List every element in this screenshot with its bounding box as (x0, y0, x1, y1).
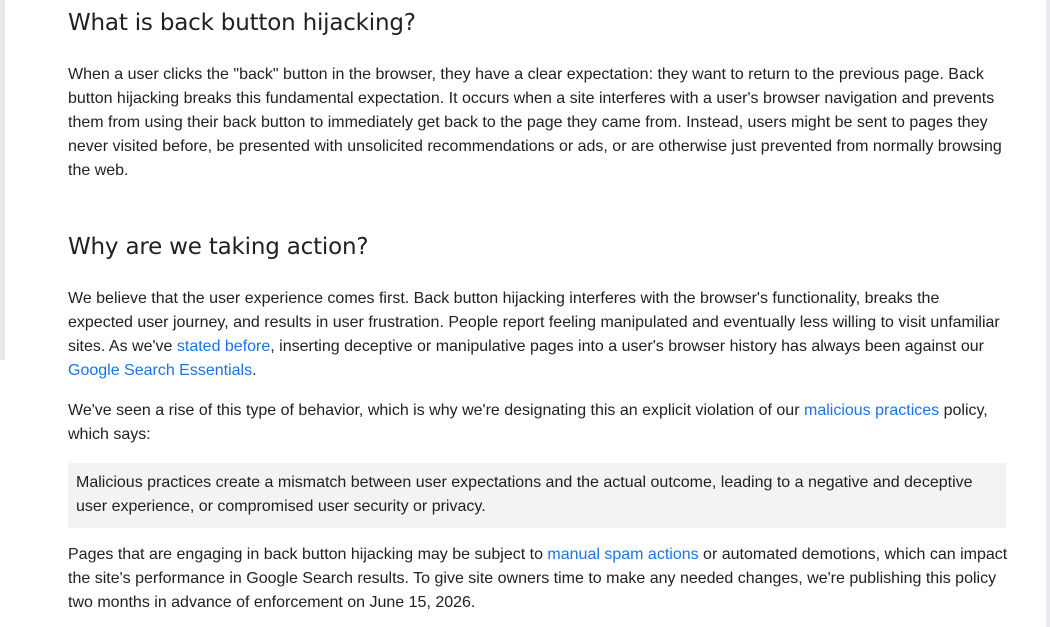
section-paragraph-user-experience (68, 287, 1008, 383)
policy-quote-block (68, 463, 1006, 528)
paragraph-text: . (252, 362, 257, 379)
paragraph-text: , inserting deceptive or manipulative pages into a user's browser history has always been against our (270, 338, 984, 355)
google-search-essentials-link[interactable]: Google Search Essentials (68, 362, 253, 379)
paragraph-text: or automated demotions, which can impact the site's performance in Google Search results. To give site owners time to make any needed changes, we're publishing this policy two months in advance of enforcement on June 15, 2026. (68, 546, 1008, 611)
paragraph-text: We believe that the user experience comes first. Back button hijacking interferes with the browser's functionality, breaks the expected user journey, and results in user frustration. People report feeling manipulated and eventually less willing to visit unfamiliar sites. As we've (68, 290, 1000, 355)
section-paragraph-enforcement (68, 543, 1008, 615)
left-page-edge (0, 0, 5, 360)
policy-quote-text: Malicious practices create a mismatch between user expectations and the actual outcome, leading to a negative and deceptive user experience, or compromised user security or privacy. (76, 474, 973, 515)
paragraph-text: Pages that are engaging in back button hijacking may be subject to (68, 546, 548, 563)
manual-spam-actions-link[interactable]: manual spam actions (547, 546, 699, 563)
section-heading-back-button-hijacking: What is back button hijacking? (68, 10, 416, 36)
section-paragraph-definition: When a user clicks the "back" button in the browser, they have a clear expectation: they want to return to the previous page. Back button hijacking breaks this fundamental expectation. It occurs when a site interferes with a user's browser navigation and prevents them from using their back button to immediately get back to the page they came from. Instead, users might be sent to pages they never visited before, be presented with unsolicited recommendations or ads, or are otherwise just prevented from normally browsing the web. (68, 66, 1002, 179)
stated-before-link[interactable]: stated before (176, 338, 271, 355)
section-heading-why-taking-action: Why are we taking action? (68, 234, 369, 260)
malicious-practices-link[interactable]: malicious practices (803, 402, 940, 419)
right-scrollbar-track[interactable] (1046, 0, 1050, 627)
paragraph-text: We've seen a rise of this type of behavior, which is why we're designating this an explicit violation of our (68, 402, 804, 419)
paragraph-text: policy, which says: (68, 402, 988, 443)
section-paragraph-policy-violation (68, 399, 1008, 447)
